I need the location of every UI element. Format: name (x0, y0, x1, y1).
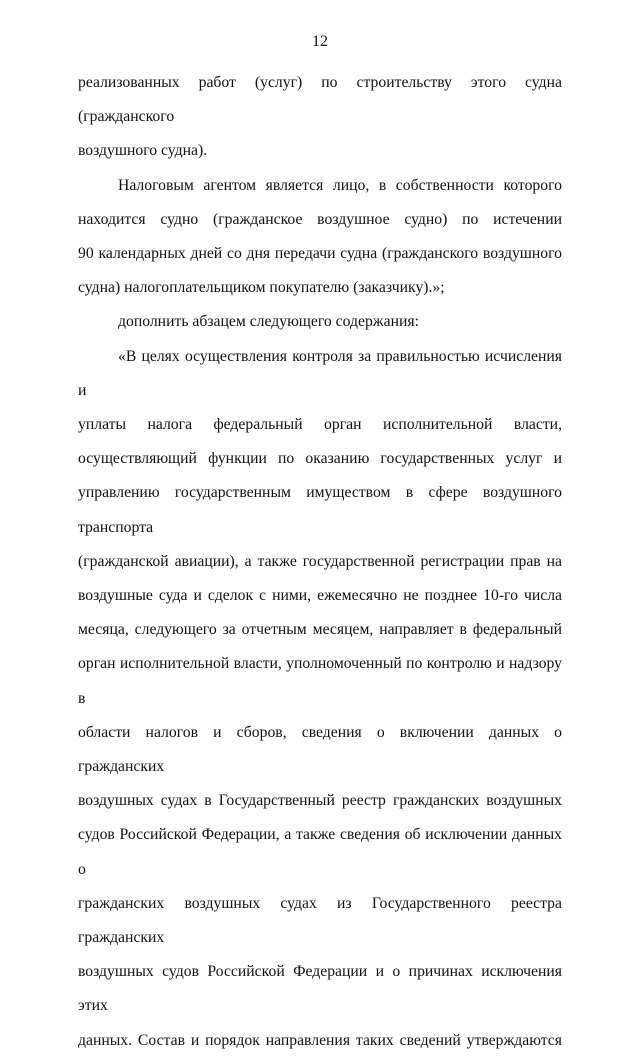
text-line: воздушного судна). (78, 142, 208, 160)
text-line: гражданских воздушных судах из Государственного реестра гражданских (78, 894, 562, 947)
text-line: реализованных работ (услуг) по строительству этого судна (гражданского (78, 74, 562, 126)
text-line: судна) налогоплательщиком покупателю (заказчику).»; (78, 279, 445, 297)
text-line: управлению государственным имуществом в сфере воздушного транспорта (78, 484, 562, 536)
text-line: уплаты налога федеральный орган исполнительной власти, (78, 416, 562, 434)
paragraph-3 (78, 305, 562, 339)
text-line: «В целях осуществления контроля за правильностью исчисления и (78, 347, 562, 399)
text-line: дополнить абзацем следующего содержания: (118, 313, 419, 331)
paragraph-1 (78, 66, 562, 169)
text-line: данных. Состав и порядок направления таких сведений утверждаются (78, 1031, 562, 1049)
text-line: месяца, следующего за отчетным месяцем, направляет в федеральный (78, 621, 562, 639)
text-line: Налоговым агентом является лицо, в собственности которого (118, 176, 562, 194)
text-line: области налогов и сборов, сведения о включении данных о гражданских (78, 723, 562, 776)
text-line: 90 календарных дней со дня передачи судна (гражданского воздушного (78, 245, 562, 263)
text-line: судов Российской Федерации, а также сведения об исключении данных о (78, 826, 562, 878)
text-line: воздушных судах в Государственный реестр гражданских воздушных (78, 792, 562, 810)
text-line: (гражданской авиации), а также государственной регистрации прав на (78, 552, 562, 570)
text-line: находится судно (гражданское воздушное судно) по истечении (78, 210, 562, 228)
text-line: воздушных судов Российской Федерации и о причинах исключения этих (78, 963, 562, 1015)
text-line: осуществляющий функции по оказанию государственных услуг и (78, 450, 562, 468)
document-body (78, 66, 562, 1058)
text-line: орган исполнительной власти, уполномоченный по контролю и надзору в (78, 655, 562, 707)
paragraph-2 (78, 169, 562, 306)
text-line: воздушные суда и сделок с ними, ежемесячно не позднее 10-го числа (78, 587, 562, 605)
paragraph-4 (78, 340, 562, 1058)
page-number: 12 (312, 33, 328, 50)
